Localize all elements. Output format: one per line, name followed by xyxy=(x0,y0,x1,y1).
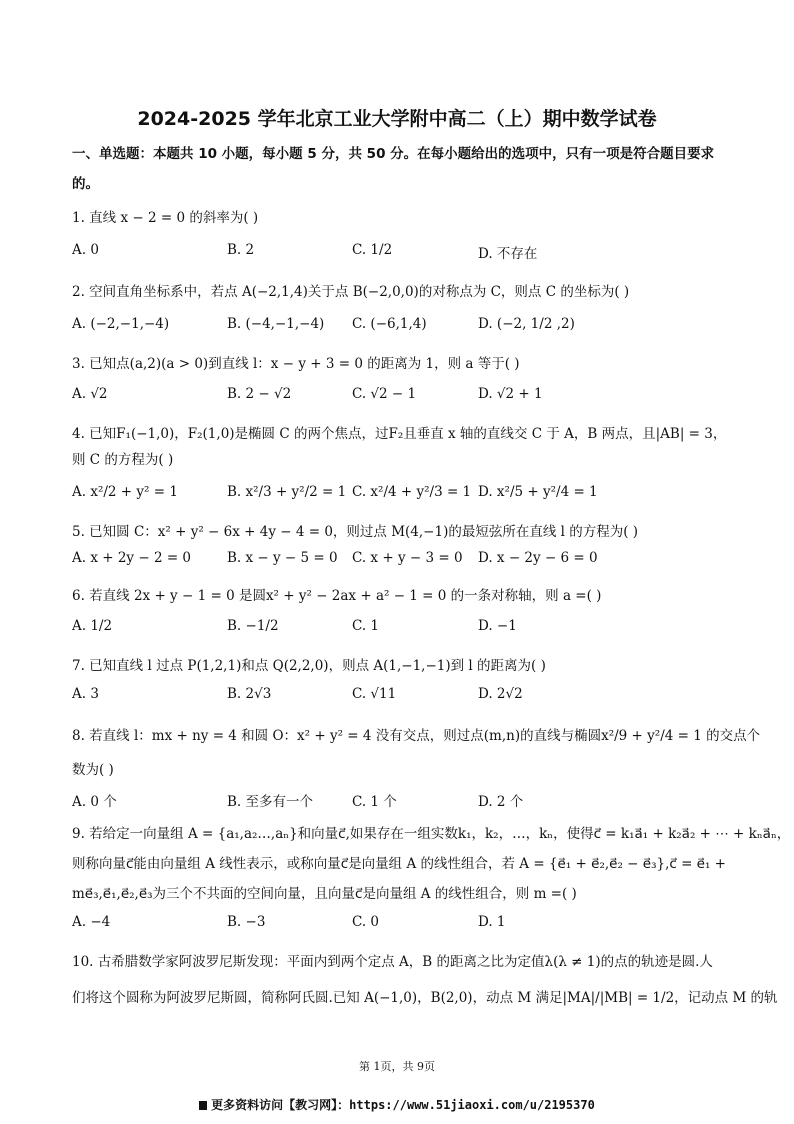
option-b: B. 2√3 xyxy=(227,686,272,702)
option-d: D. x − 2y − 6 = 0 xyxy=(478,550,598,566)
option-c: C. 0 xyxy=(352,914,380,930)
option-d: D. 2√2 xyxy=(478,686,523,702)
option-c: C. x + y − 3 = 0 xyxy=(352,550,463,566)
question-5-options xyxy=(72,550,732,576)
option-b: B. 2 xyxy=(227,242,255,258)
option-d: D. (−2, 1/2 ,2) xyxy=(478,316,575,332)
option-d: D. −1 xyxy=(478,618,517,634)
question-9-cont1: 则称向量c⃗能由向量组 A 线性表示，或称向量c⃗是向量组 A 的线性组合，若 A = {e⃗₁ + e⃗₂,e⃗₂ − e⃗₃},c⃗ = e⃗₁ + xyxy=(72,856,726,872)
question-10-cont: 们将这个圆称为阿波罗尼斯圆，简称阿氏圆.已知 A(−1,0)，B(2,0)，动点 M 满足|MA|/|MB| = 1/2，记动点 M 的轨 xyxy=(72,990,778,1006)
option-b: B. 2 − √2 xyxy=(227,386,292,402)
option-c: C. √2 − 1 xyxy=(352,386,417,402)
option-c: C. 1/2 xyxy=(352,242,393,258)
promo-link[interactable] xyxy=(0,1096,794,1113)
section-heading-line2: 的。 xyxy=(72,176,99,192)
option-a: A. 0 个 xyxy=(72,794,117,810)
option-d: D. √2 + 1 xyxy=(478,386,543,402)
option-a: A. 3 xyxy=(72,686,99,702)
option-d: D. x²/5 + y²/4 = 1 xyxy=(478,484,598,500)
option-b: B. −1/2 xyxy=(227,618,279,634)
option-a: A. x²/2 + y² = 1 xyxy=(72,484,178,500)
option-a: A. 1/2 xyxy=(72,618,113,634)
question-1-options xyxy=(72,242,732,268)
question-3-options xyxy=(72,386,732,412)
page-footer: 第 1页，共 9页 xyxy=(359,1060,435,1073)
question-4-cont: 则 C 的方程为( ) xyxy=(72,452,174,468)
option-d: D. 2 个 xyxy=(478,794,524,810)
question-7-options xyxy=(72,686,732,712)
option-d: D. 不存在 xyxy=(478,246,538,262)
question-8-cont: 数为( ) xyxy=(72,762,114,778)
section-heading-line1: 一、单选题：本题共 10 小题，每小题 5 分，共 50 分。在每小题给出的选项中，只有一项是符合题目要求 xyxy=(72,146,715,162)
option-a: A. √2 xyxy=(72,386,108,402)
question-7: 7. 已知直线 l 过点 P(1,2,1)和点 Q(2,2,0)，则点 A(1,−1,−1)到 l 的距离为( ) xyxy=(72,658,546,674)
option-c: C. 1 个 xyxy=(352,794,397,810)
option-a: A. 0 xyxy=(72,242,99,258)
question-4-options xyxy=(72,484,732,510)
question-6: 6. 若直线 2x + y − 1 = 0 是圆x² + y² − 2ax + a² − 1 = 0 的一条对称轴，则 a =( ) xyxy=(72,588,602,604)
question-9: 9. 若给定一向量组 A = {a₁,a₂…,aₙ}和向量c⃗,如果存在一组实数k₁，k₂，…，kₙ，使得c⃗ = k₁a⃗₁ + k₂a⃗₂ + ⋯ + kₙa⃗ₙ， xyxy=(72,826,791,842)
option-c: C. x²/4 + y²/3 = 1 xyxy=(352,484,472,500)
option-c: C. √11 xyxy=(352,686,397,702)
question-4: 4. 已知F₁(−1,0)，F₂(1,0)是椭圆 C 的两个焦点，过F₂且垂直 x 轴的直线交 C 于 A，B 两点，且|AB| = 3， xyxy=(72,426,727,442)
option-b: B. −3 xyxy=(227,914,266,930)
question-8-options xyxy=(72,790,732,816)
flag-icon xyxy=(199,1101,207,1110)
question-9-cont2: me⃗₃,e⃗₁,e⃗₂,e⃗₃为三个不共面的空间向量，且向量c⃗是向量组 A 的线性组合，则 m =( ) xyxy=(72,886,577,902)
option-c: C. 1 xyxy=(352,618,380,634)
question-6-options xyxy=(72,618,732,644)
question-5: 5. 已知圆 C：x² + y² − 6x + 4y − 4 = 0，则过点 M(4,−1)的最短弦所在直线 l 的方程为( ) xyxy=(72,524,639,540)
promo-text[interactable]: 更多资料访问【教习网】：https://www.51jiaoxi.com/u/2195370 xyxy=(211,1098,595,1112)
option-a: A. −4 xyxy=(72,914,111,930)
option-d: D. 1 xyxy=(478,914,506,930)
question-2-options xyxy=(72,316,732,342)
option-c: C. (−6,1,4) xyxy=(352,316,427,332)
option-b: B. 至多有一个 xyxy=(227,794,314,810)
option-b: B. x²/3 + y²/2 = 1 xyxy=(227,484,347,500)
question-9-options xyxy=(72,914,732,940)
question-2: 2. 空间直角坐标系中，若点 A(−2,1,4)关于点 B(−2,0,0)的对称点为 C，则点 C 的坐标为( ) xyxy=(72,284,630,300)
question-10: 10. 古希腊数学家阿波罗尼斯发现：平面内到两个定点 A，B 的距离之比为定值λ(λ ≠ 1)的点的轨迹是圆.人 xyxy=(72,954,713,970)
page-title: 2024-2025 学年北京工业大学附中高二（上）期中数学试卷 xyxy=(137,108,657,130)
option-a: A. (−2,−1,−4) xyxy=(72,316,170,332)
question-1: 1. 直线 x − 2 = 0 的斜率为( ) xyxy=(72,210,259,226)
option-b: B. x − y − 5 = 0 xyxy=(227,550,338,566)
option-a: A. x + 2y − 2 = 0 xyxy=(72,550,192,566)
option-b: B. (−4,−1,−4) xyxy=(227,316,325,332)
question-8: 8. 若直线 l：mx + ny = 4 和圆 O：x² + y² = 4 没有交点，则过点(m,n)的直线与椭圆x²/9 + y²/4 = 1 的交点个 xyxy=(72,728,761,744)
question-3: 3. 已知点(a,2)(a > 0)到直线 l：x − y + 3 = 0 的距离为 1，则 a 等于( ) xyxy=(72,356,520,372)
